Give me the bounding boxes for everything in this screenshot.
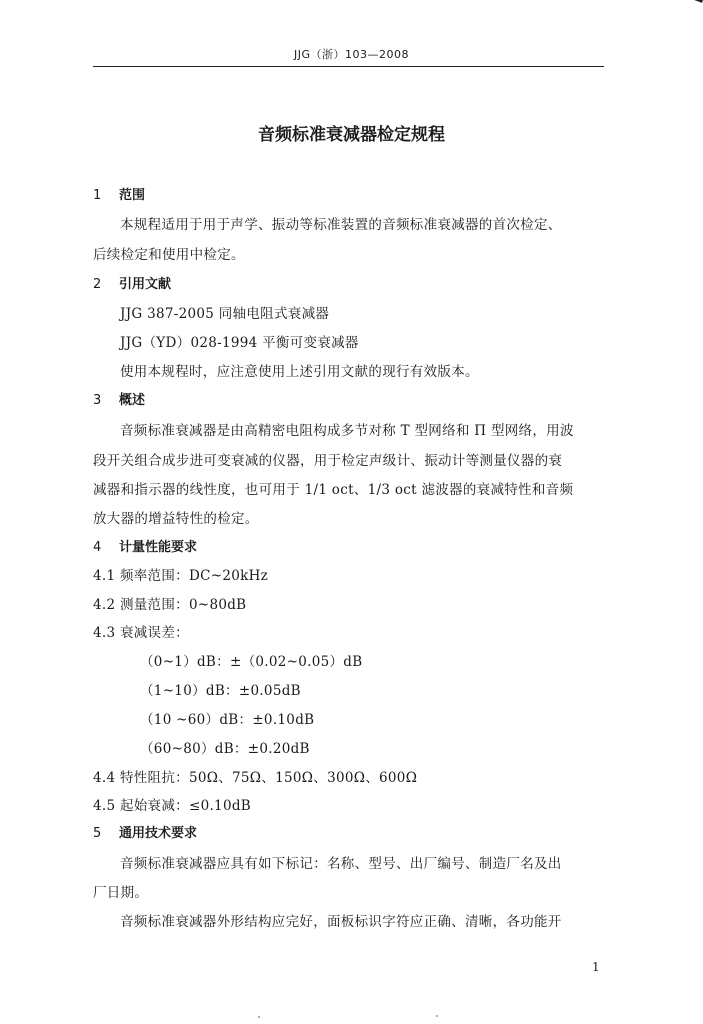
reference-item: JJG（YD）028-1994 平衡可变衰减器 xyxy=(120,335,359,351)
paragraph-line: 本规程适用于用于声学、振动等标准装置的音频标准衰减器的首次检定、 xyxy=(120,217,562,233)
clause-4-5: 4.5 起始衰减：≤0.10dB xyxy=(93,798,251,814)
section-title: 概述 xyxy=(119,393,146,408)
section-number: 2 xyxy=(93,277,102,292)
document-code-header: JJG（浙）103—2008 xyxy=(293,48,409,61)
clause-4-1: 4.1 频率范围：DC~20kHz xyxy=(93,568,269,584)
section-4-heading xyxy=(93,536,197,555)
paragraph-line: 放大器的增益特性的检定。 xyxy=(93,511,259,527)
reference-item: JJG 387-2005 同轴电阻式衰减器 xyxy=(120,306,330,322)
section-2-heading xyxy=(93,273,171,292)
section-5-heading xyxy=(93,822,197,841)
error-range-item: （1~10）dB：±0.05dB xyxy=(140,683,301,699)
paragraph-line: 段开关组合成步进可变衰减的仪器，用于检定声级计、振动计等测量仪器的衰 xyxy=(93,453,563,469)
section-title: 引用文献 xyxy=(119,277,172,292)
section-title: 范围 xyxy=(119,188,146,203)
section-title: 计量性能要求 xyxy=(119,540,198,555)
section-1-heading xyxy=(93,184,145,203)
scan-speck xyxy=(258,1016,260,1018)
paragraph-line: 使用本规程时，应注意使用上述引用文献的现行有效版本。 xyxy=(120,364,479,380)
clause-4-3: 4.3 衰减误差： xyxy=(93,625,189,641)
paragraph-line: 减器和指示器的线性度，也可用于 1/1 oct、1/3 oct 滤波器的衰减特性和音频 xyxy=(93,482,574,498)
scan-corner-mark xyxy=(689,0,703,3)
error-range-item: （60~80）dB：±0.20dB xyxy=(140,741,310,757)
paragraph-line: 音频标准衰减器是由高精密电阻构成多节对称 T 型网络和 Π 型网络，用波 xyxy=(120,423,574,439)
section-number: 1 xyxy=(93,188,102,203)
error-range-item: （10 ~60）dB：±0.10dB xyxy=(140,712,315,728)
clause-4-2: 4.2 测量范围：0~80dB xyxy=(93,597,247,613)
paragraph-line: 音频标准衰减器应具有如下标记：名称、型号、出厂编号、制造厂名及出 xyxy=(120,856,562,872)
page-title: 音频标准衰减器检定规程 xyxy=(258,125,445,145)
page-number: 1 xyxy=(592,960,600,974)
header-rule xyxy=(93,66,604,67)
clause-4-4: 4.4 特性阻抗：50Ω、75Ω、150Ω、300Ω、600Ω xyxy=(93,770,418,786)
paragraph-line: 后续检定和使用中检定。 xyxy=(93,247,245,263)
section-number: 5 xyxy=(93,826,102,841)
scan-speck xyxy=(436,1015,438,1017)
paragraph-line: 厂日期。 xyxy=(93,885,149,901)
section-number: 3 xyxy=(93,393,102,408)
error-range-item: （0~1）dB：±（0.02~0.05）dB xyxy=(140,654,363,670)
paragraph-line: 音频标准衰减器外形结构应完好，面板标识字符应正确、清晰，各功能开 xyxy=(120,914,562,930)
section-3-heading xyxy=(93,389,145,408)
section-title: 通用技术要求 xyxy=(119,826,198,841)
section-number: 4 xyxy=(93,540,102,555)
